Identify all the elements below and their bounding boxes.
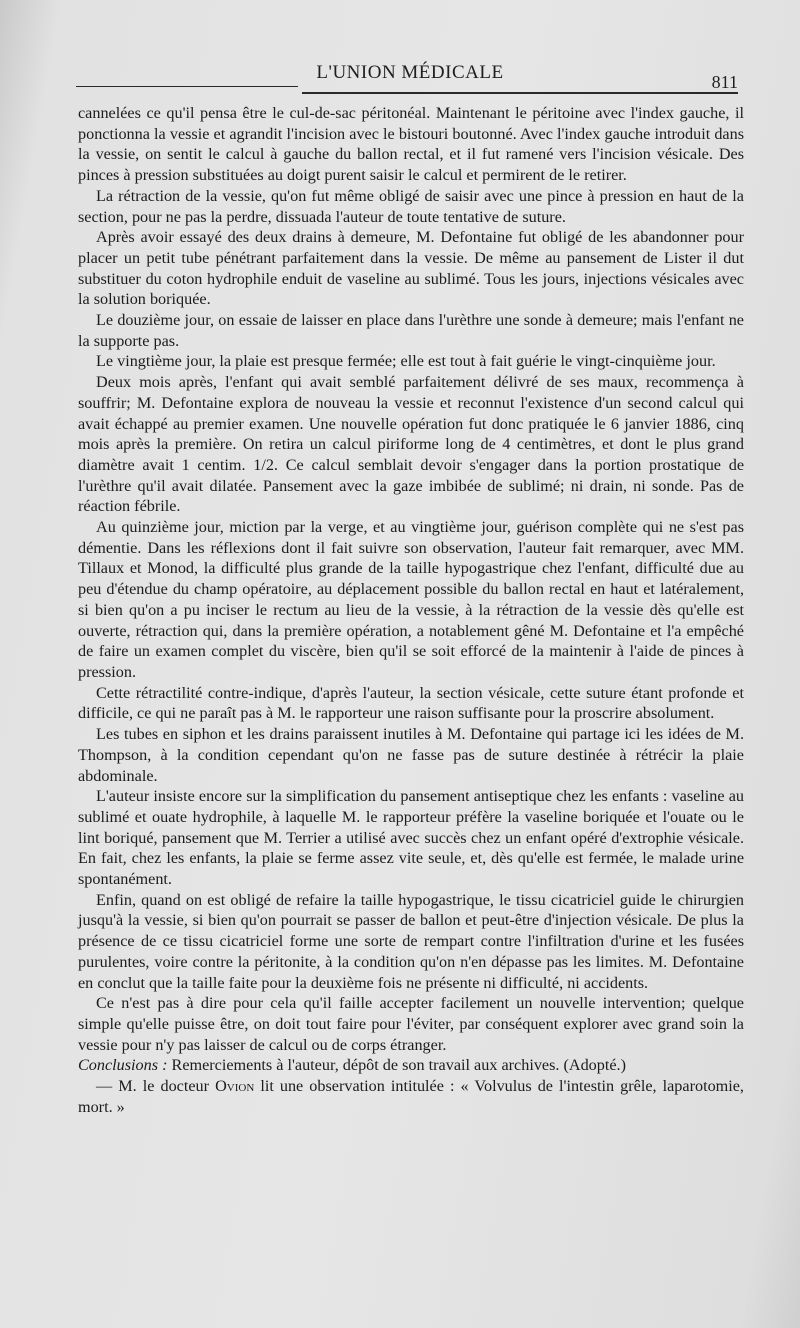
paragraph: Deux mois après, l'enfant qui avait semblé parfaitement délivré de ses maux, recommença à souffrir; M. Defontaine explora de nouveau la vessie et reconnut l'existence d'un second calcul qui avait échappé au premier examen. Une nouvelle opération fut donc pratiquée le 6 janvier 1886, cinq mois après la première. On retira un calcul piriforme long de 4 centimètres, et dont le plus grand diamètre avait 1 centim. 1/2. Ce calcul semblait devoir s'engager dans la portion prostatique de l'urèthre qu'il avait dilatée. Pansement avec la gaze imbibée de sublimé; ni drain, ni sonde. Pas de réaction fébrile. xyxy=(78,373,744,516)
paragraph: cannelées ce qu'il pensa être le cul-de-sac péritonéal. Maintenant le péritoine avec l'index gauche, il ponctionna la vessie et agrandit l'incision avec le bistouri boutonné. Avec l'index gauche introduit dans la vessie, on sentit le calcul à gauche du ballon rectal, et il fut ramené vers l'incision vésicale. Des pinces à pression substituées au doigt purent saisir le calcul et permirent de le retirer. xyxy=(78,104,744,185)
paragraph: L'auteur insiste encore sur la simplification du pansement antiseptique chez les enfants : vaseline au sublimé et ouate hydrophile, à laquelle M. le rapporteur préfère la vaseline boriquée et l'ouate ou le lint boriqué, pansement que M. Terrier a utilisé avec succès chez un enfant opéré d'extrophie vésicale. En fait, chez les enfants, la plaie se ferme assez vite seule, et, dès qu'elle est fermée, le malade urine spontanément. xyxy=(78,787,744,889)
conclusions-label: Conclusions : xyxy=(78,1056,168,1075)
paragraph: Le vingtième jour, la plaie est presque fermée; elle est tout à fait guérie le vingt-cinquième jour. xyxy=(96,352,716,371)
paragraph: Enfin, quand on est obligé de refaire la taille hypogastrique, le tissu cicatriciel guide le chirurgien jusqu'à la vessie, si bien qu'on pourrait se passer de ballon et peut-être d'injection vésicale. De plus la présence de ce tissu cicatriciel forme une sorte de rempart contre l'infiltration d'urine et les fusées purulentes, voire contre la péritonite, à la condition qu'on n'en dépasse pas les limites. M. Defontaine en conclut que la taille faite pour la deuxième fois ne présente ni difficulté, ni accidents. xyxy=(78,890,744,992)
paragraph: Le douzième jour, on essaie de laisser en place dans l'urèthre une sonde à demeure; mais l'enfant ne la supporte pas. xyxy=(78,311,744,350)
conclusions-text: Remerciements à l'auteur, dépôt de son travail aux archives. (Adopté.) xyxy=(167,1056,626,1075)
paragraph: Cette rétractilité contre-indique, d'après l'auteur, la section vésicale, cette suture étant profonde et difficile, ce qui ne paraît pas à M. le rapporteur une raison suffisante pour la proscrire absolument. xyxy=(78,683,744,723)
header-rule-left xyxy=(76,86,298,87)
paragraph: La rétraction de la vessie, qu'on fut même obligé de saisir avec une pince à pression en haut de la section, pour ne pas la perdre, dissuada l'auteur de toute tentative de suture. xyxy=(78,186,744,226)
page-header xyxy=(0,58,800,98)
page-number: 811 xyxy=(711,72,738,92)
paragraph: Les tubes en siphon et les drains paraissent inutiles à M. Defontaine qui partage ici les idées de M. Thompson, à la condition cependant qu'on ne fasse pas de suture destinée à rétrécir la plaie abdominale. xyxy=(78,725,744,785)
header-rule-right xyxy=(302,92,738,94)
author-name: Ovion xyxy=(215,1077,255,1096)
running-title: L'UNION MÉDICALE xyxy=(316,62,504,83)
final-paragraph xyxy=(78,1076,744,1117)
paragraph: Après avoir essayé des deux drains à demeure, M. Defontaine fut obligé de les abandonner pour placer un petit tube pénétrant parfaitement dans la vessie. De même au pansement de Lister il dut substituer du coton hydrophile enduit de vaseline au sublimé. Tous les jours, injections vésicales avec la solution boriquée. xyxy=(78,228,744,309)
conclusions-paragraph xyxy=(78,1055,744,1076)
paragraph: Au quinzième jour, miction par la verge, et au vingtième jour, guérison complète qui ne s'est pas démentie. Dans les réflexions dont il fait suivre son observation, l'auteur fait remarquer, avec MM. Tillaux et Monod, la difficulté plus grande de la taille hypogastrique chez l'enfant, difficulté due au peu d'étendue du champ opératoire, au déplacement possible du ballon rectal en haut et latéralement, si bien qu'on a pu inciser le rectum au lieu de la vessie, à la rétraction de la vessie dès qu'elle est ouverte, rétraction qui, dans la première opération, a notablement gêné M. Defontaine et l'a empêché de faire un examen complet du viscère, bien qu'il se soit efforcé de la maintenir à l'aide de pinces à pression. xyxy=(78,518,744,681)
final-suffix: lit une observation intitulée : « Volvulus de l'intestin grêle, laparotomie, mort. » xyxy=(78,1077,744,1116)
article-body xyxy=(78,103,744,1117)
paragraph: Ce n'est pas à dire pour cela qu'il faille accepter facilement un nouvelle intervention; quelque simple qu'elle puisse être, on doit tout faire pour l'éviter, par conséquent explorer avec grand soin la vessie pour n'y pas laisser de calcul ou de corps étranger. xyxy=(78,994,744,1054)
final-prefix: — M. le docteur xyxy=(96,1077,216,1096)
